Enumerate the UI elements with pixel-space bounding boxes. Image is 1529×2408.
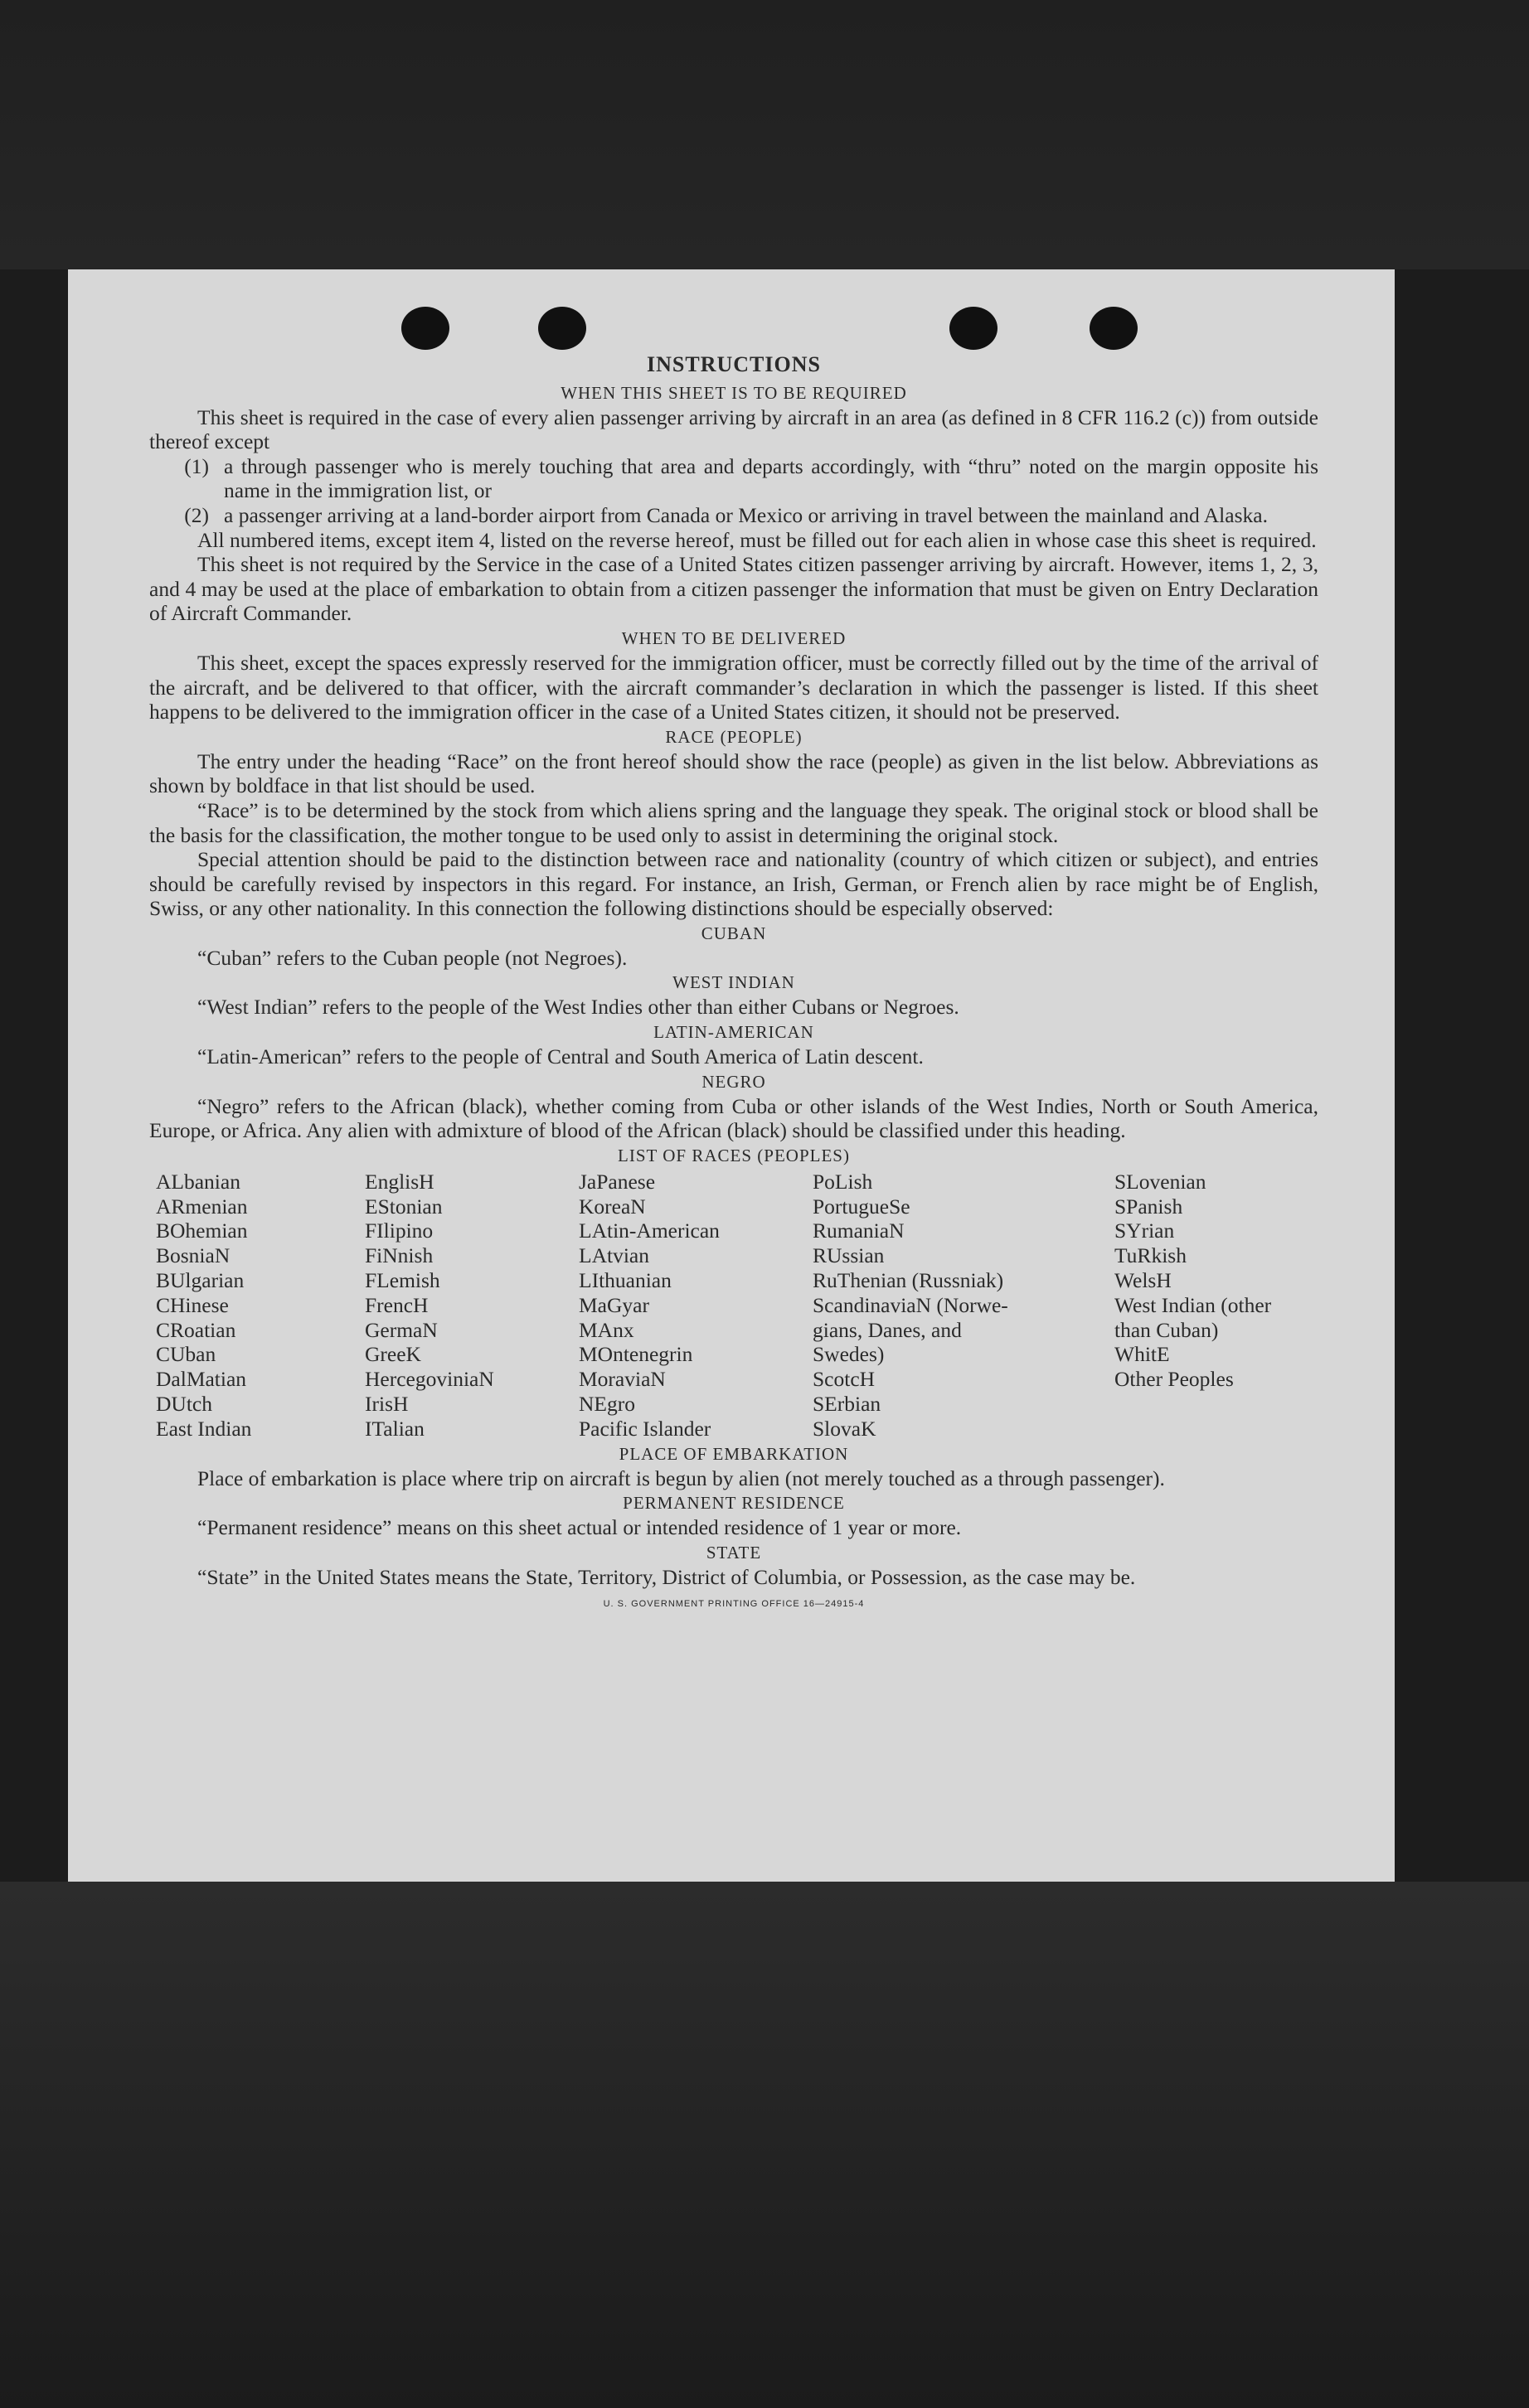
- race-entry: MoraviaN: [579, 1367, 666, 1392]
- section-heading: LATIN-AMERICAN: [653, 1022, 814, 1043]
- race-entry: BosniaN: [156, 1243, 231, 1268]
- race-entry: DUtch: [156, 1392, 212, 1417]
- document-sheet: [68, 269, 1395, 1882]
- item-number: (1): [184, 453, 209, 478]
- race-entry: RumaniaN: [813, 1219, 905, 1243]
- race-entry: PoLish: [813, 1169, 873, 1194]
- race-entry: ALbanian: [156, 1169, 240, 1194]
- race-entry: BOhemian: [156, 1219, 248, 1243]
- microfilm-background-top: [0, 0, 1529, 269]
- race-entry: SPanish: [1114, 1194, 1183, 1219]
- race-entry: BUlgarian: [156, 1268, 245, 1293]
- paragraph: This sheet is not required by the Service in the case of a United States citizen passenger arriving by aircraft. However, items 1, 2, 3, and 4 may be used at the place of embarkation to obtain from a citizen passenger the information that must be given on Entry Declaration of Aircraft Commander.: [149, 552, 1318, 626]
- section-heading: LIST OF RACES (PEOPLES): [618, 1145, 850, 1165]
- paragraph: Place of embarkation is place where trip on aircraft is begun by alien (not merely touched as a through passenger).: [197, 1466, 1165, 1490]
- race-entry: GreeK: [365, 1342, 421, 1367]
- race-entry: ScotcH: [813, 1367, 876, 1392]
- paragraph: “West Indian” refers to the people of the West Indies other than either Cubans or Negroes.: [197, 995, 959, 1020]
- race-entry: RUssian: [813, 1243, 885, 1268]
- page-title: INSTRUCTIONS: [647, 352, 821, 376]
- section-heading: STATE: [706, 1542, 762, 1563]
- paragraph: “Permanent residence” means on this sheet actual or intended residence of 1 year or more.: [197, 1515, 962, 1540]
- paragraph: This sheet is required in the case of every alien passenger arriving by aircraft in an area (as defined in 8 CFR 116.2 (c)) from outside thereof except: [149, 405, 1318, 454]
- race-entry: LIthuanian: [579, 1268, 672, 1293]
- item-text: a passenger arriving at a land-border airport from Canada or Mexico or arriving in travel between the mainland and Alaska.: [224, 502, 1268, 527]
- race-entry: East Indian: [156, 1416, 252, 1441]
- race-entry: SErbian: [813, 1392, 881, 1417]
- race-entry: NEgro: [579, 1392, 635, 1417]
- race-entry: LAtin-American: [579, 1219, 720, 1243]
- race-entry: ARmenian: [156, 1194, 248, 1219]
- race-entry: than Cuban): [1114, 1317, 1219, 1342]
- race-entry: gians, Danes, and: [813, 1317, 962, 1342]
- punch-hole: [401, 307, 449, 350]
- race-list: [149, 1170, 1318, 1441]
- race-entry: PortugueSe: [813, 1194, 910, 1219]
- race-entry: GermaN: [365, 1317, 438, 1342]
- race-entry: CHinese: [156, 1292, 229, 1317]
- race-entry: FLemish: [365, 1268, 440, 1293]
- race-entry: IrisH: [365, 1392, 409, 1417]
- race-entry: KoreaN: [579, 1194, 646, 1219]
- paragraph: “Cuban” refers to the Cuban people (not Negroes).: [197, 945, 628, 970]
- race-entry: CUban: [156, 1342, 216, 1367]
- paragraph: “Race” is to be determined by the stock from which aliens spring and the language they speak. The original stock or blood shall be the basis for the classification, the mother tongue to be used only to assist in determining the original stock.: [149, 797, 1318, 847]
- race-entry: Pacific Islander: [579, 1416, 711, 1441]
- race-column: [813, 1170, 1114, 1441]
- section-heading: CUBAN: [701, 923, 767, 943]
- paragraph: “Latin-American” refers to the people of Central and South America of Latin descent.: [197, 1044, 924, 1069]
- race-entry: MAnx: [579, 1317, 634, 1342]
- race-entry: ScandinaviaN (Norwe-: [813, 1292, 1008, 1317]
- printer-imprint: U. S. GOVERNMENT PRINTING OFFICE 16—24915-4: [603, 1599, 865, 1610]
- paragraph: “State” in the United States means the State, Territory, District of Columbia, or Possession, as the case may be.: [197, 1564, 1136, 1589]
- race-column: [1114, 1170, 1317, 1441]
- section-heading: RACE (PEOPLE): [665, 726, 803, 747]
- item-number: (2): [184, 502, 209, 527]
- race-entry: Other Peoples: [1114, 1367, 1234, 1392]
- race-entry: TuRkish: [1114, 1243, 1187, 1268]
- race-entry: LAtvian: [579, 1243, 649, 1268]
- race-entry: WelsH: [1114, 1268, 1172, 1293]
- race-entry: CRoatian: [156, 1317, 236, 1342]
- race-entry: FiNnish: [365, 1243, 434, 1268]
- punch-hole: [538, 307, 586, 350]
- section-heading: WHEN TO BE DELIVERED: [621, 627, 847, 648]
- section-heading: PERMANENT RESIDENCE: [623, 1493, 845, 1514]
- race-entry: Swedes): [813, 1342, 885, 1367]
- microfilm-background-bottom: [0, 1882, 1529, 2408]
- punch-hole: [1090, 307, 1138, 350]
- paragraph: The entry under the heading “Race” on the front hereof should show the race (people) as given in the list below. Abbreviations as shown by boldface in that list should be used.: [149, 749, 1318, 798]
- race-entry: HercegoviniaN: [365, 1367, 494, 1392]
- race-entry: MaGyar: [579, 1292, 649, 1317]
- race-entry: RuThenian (Russniak): [813, 1268, 1004, 1293]
- race-entry: EnglisH: [365, 1169, 434, 1194]
- punch-hole: [949, 307, 997, 350]
- race-entry: EStonian: [365, 1194, 443, 1219]
- race-entry: FrencH: [365, 1292, 429, 1317]
- race-column: [579, 1170, 813, 1441]
- paragraph: All numbered items, except item 4, listed on the reverse hereof, must be filled out for each alien in whose case this sheet is required.: [197, 527, 1317, 552]
- race-entry: SYrian: [1114, 1219, 1175, 1243]
- numbered-item: [149, 454, 1318, 503]
- race-entry: FIlipino: [365, 1219, 434, 1243]
- race-entry: ITalian: [365, 1416, 425, 1441]
- race-column: [149, 1170, 365, 1441]
- race-entry: MOntenegrin: [579, 1342, 693, 1367]
- paragraph: Special attention should be paid to the distinction between race and nationality (country of which citizen or subject), and entries should be carefully revised by inspectors in this regard. For instance, an Irish, German, or French alien by race might be of English, Swiss, or any other nationality. In this connection the following distinctions should be especially observed:: [149, 847, 1318, 921]
- race-entry: WhitE: [1114, 1342, 1170, 1367]
- race-entry: DalMatian: [156, 1367, 247, 1392]
- race-entry: JaPanese: [579, 1169, 656, 1194]
- section-heading: PLACE OF EMBARKATION: [619, 1443, 849, 1464]
- paragraph: “Negro” refers to the African (black), whether coming from Cuba or other islands of the West Indies, North or South America, Europe, or Africa. Any alien with admixture of blood of the African (black) should be classified under this heading.: [149, 1093, 1318, 1143]
- item-text: a through passenger who is merely touching that area and departs accordingly, with “thru” noted on the margin opposite his name in the immigration list, or: [224, 453, 1318, 503]
- race-entry: SlovaK: [813, 1416, 876, 1441]
- section-heading: NEGRO: [701, 1071, 766, 1092]
- section-heading: WEST INDIAN: [672, 972, 795, 993]
- section-heading: WHEN THIS SHEET IS TO BE REQUIRED: [561, 382, 907, 403]
- race-entry: West Indian (other: [1114, 1292, 1272, 1317]
- race-column: [365, 1170, 579, 1441]
- numbered-item: [149, 503, 1318, 528]
- paragraph: This sheet, except the spaces expressly reserved for the immigration officer, must be correctly filled out by the time of the arrival of the aircraft, and be delivered to that officer, with the aircraft commander’s declaration in which the passenger is listed. If this sheet happens to be delivered to the immigration officer in the case of a United States citizen, it should not be preserved.: [149, 650, 1318, 724]
- race-entry: SLovenian: [1114, 1169, 1206, 1194]
